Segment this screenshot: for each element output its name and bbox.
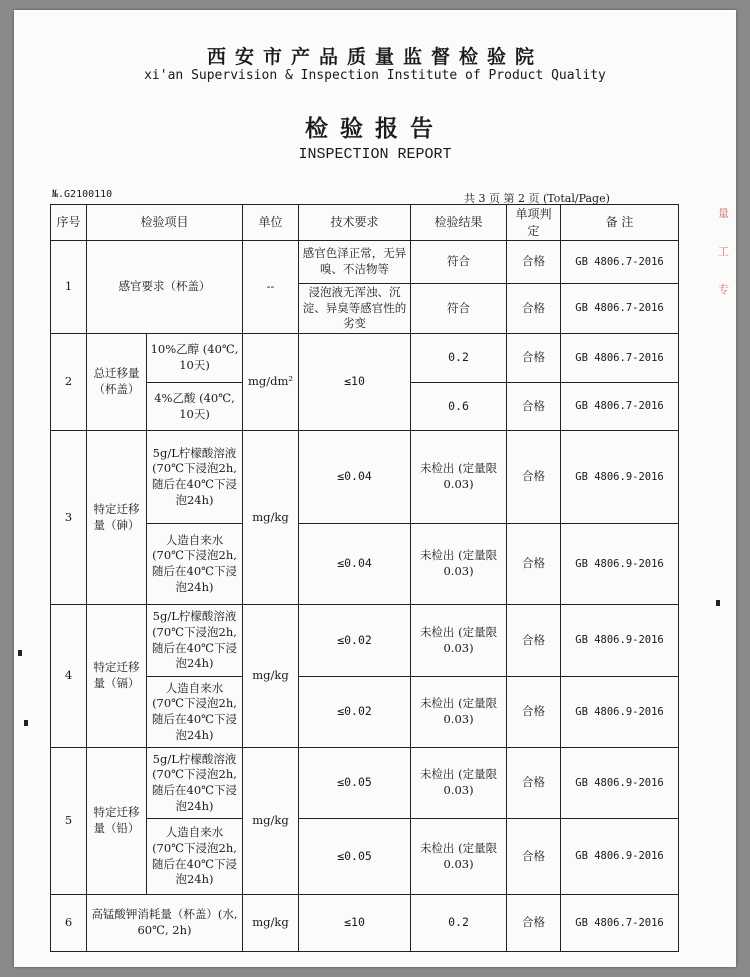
row-result: 未检出 (定量限0.03) xyxy=(411,431,507,524)
header-requirement: 技术要求 xyxy=(299,205,411,241)
report-number: №.G2100110 xyxy=(52,189,113,200)
row-note: GB 4806.9-2016 xyxy=(561,431,679,524)
row-requirement: ≤0.05 xyxy=(299,748,411,819)
row-condition: 5g/L柠檬酸溶液 (70℃下浸泡2h, 随后在40℃下浸泡24h) xyxy=(147,748,243,819)
row-result: 未检出 (定量限0.03) xyxy=(411,748,507,819)
row-result: 0.2 xyxy=(411,334,507,383)
header-no: 序号 xyxy=(51,205,87,241)
report-title-en: INSPECTION REPORT xyxy=(298,146,452,163)
row-judgement: 合格 xyxy=(507,895,561,952)
row-unit: mg/kg xyxy=(243,895,299,952)
institute-name-en: xi'an Supervision & Inspection Institute of Product Quality xyxy=(144,68,606,83)
row-item: 特定迁移量（铅） xyxy=(87,748,147,895)
row-note: GB 4806.7-2016 xyxy=(561,284,679,334)
row-judgement: 合格 xyxy=(507,334,561,383)
row-unit: mg/dm² xyxy=(243,334,299,431)
row-unit: mg/kg xyxy=(243,748,299,895)
table-row xyxy=(51,748,679,819)
report-title-cn: 检验报告 xyxy=(305,115,445,142)
row-unit: -- xyxy=(243,241,299,334)
table-header-row xyxy=(51,205,679,241)
row-note: GB 4806.9-2016 xyxy=(561,748,679,819)
row-judgement: 合格 xyxy=(507,748,561,819)
row-number: 1 xyxy=(51,241,87,334)
row-note: GB 4806.9-2016 xyxy=(561,605,679,677)
row-judgement: 合格 xyxy=(507,431,561,524)
row-number: 5 xyxy=(51,748,87,895)
table-row xyxy=(51,431,679,524)
row-note: GB 4806.7-2016 xyxy=(561,383,679,431)
row-condition: 人造自来水 (70℃下浸泡2h, 随后在40℃下浸泡24h) xyxy=(147,819,243,895)
table-row xyxy=(51,605,679,677)
row-judgement: 合格 xyxy=(507,524,561,605)
row-condition: 5g/L柠檬酸溶液 (70℃下浸泡2h, 随后在40℃下浸泡24h) xyxy=(147,431,243,524)
row-result: 未检出 (定量限0.03) xyxy=(411,605,507,677)
row-note: GB 4806.7-2016 xyxy=(561,241,679,284)
row-condition: 4%乙酸 (40℃, 10天) xyxy=(147,383,243,431)
inspection-table xyxy=(50,204,679,952)
row-judgement: 合格 xyxy=(507,284,561,334)
row-note: GB 4806.7-2016 xyxy=(561,334,679,383)
row-note: GB 4806.9-2016 xyxy=(561,524,679,605)
row-condition: 5g/L柠檬酸溶液 (70℃下浸泡2h, 随后在40℃下浸泡24h) xyxy=(147,605,243,677)
row-result: 符合 xyxy=(411,284,507,334)
row-result: 未检出 (定量限0.03) xyxy=(411,677,507,748)
row-requirement: ≤0.02 xyxy=(299,677,411,748)
row-requirement: ≤0.04 xyxy=(299,524,411,605)
row-result: 未检出 (定量限0.03) xyxy=(411,819,507,895)
header-judgement: 单项判定 xyxy=(507,205,561,241)
row-judgement: 合格 xyxy=(507,605,561,677)
row-requirement: ≤0.05 xyxy=(299,819,411,895)
margin-mark xyxy=(716,600,720,606)
table-row xyxy=(51,334,679,383)
row-condition: 10%乙醇 (40℃, 10天) xyxy=(147,334,243,383)
side-seal-fragment: 量 工 专 xyxy=(718,207,729,296)
row-result: 未检出 (定量限0.03) xyxy=(411,524,507,605)
row-condition: 人造自来水 (70℃下浸泡2h, 随后在40℃下浸泡24h) xyxy=(147,677,243,748)
row-number: 2 xyxy=(51,334,87,431)
row-requirement: ≤0.02 xyxy=(299,605,411,677)
row-judgement: 合格 xyxy=(507,383,561,431)
row-item: 感官要求（杯盖） xyxy=(87,241,243,334)
row-note: GB 4806.9-2016 xyxy=(561,677,679,748)
header-result: 检验结果 xyxy=(411,205,507,241)
header-note: 备 注 xyxy=(561,205,679,241)
margin-mark xyxy=(24,720,28,726)
row-requirement: 浸泡液无浑浊、沉淀、异臭等感官性的劣变 xyxy=(299,284,411,334)
row-unit: mg/kg xyxy=(243,605,299,748)
row-item: 特定迁移量（砷） xyxy=(87,431,147,605)
header-unit: 单位 xyxy=(243,205,299,241)
row-judgement: 合格 xyxy=(507,677,561,748)
row-judgement: 合格 xyxy=(507,241,561,284)
institute-name-cn: 西安市产品质量监督检验院 xyxy=(206,46,543,68)
margin-mark xyxy=(18,650,22,656)
row-judgement: 合格 xyxy=(507,819,561,895)
row-unit: mg/kg xyxy=(243,431,299,605)
row-result: 符合 xyxy=(411,241,507,284)
header-item: 检验项目 xyxy=(87,205,243,241)
row-requirement: ≤10 xyxy=(299,895,411,952)
row-item: 高锰酸钾消耗量（杯盖）(水, 60℃, 2h) xyxy=(87,895,243,952)
row-requirement: ≤10 xyxy=(299,334,411,431)
row-condition: 人造自来水 (70℃下浸泡2h, 随后在40℃下浸泡24h) xyxy=(147,524,243,605)
row-result: 0.6 xyxy=(411,383,507,431)
table-row xyxy=(51,241,679,284)
row-number: 3 xyxy=(51,431,87,605)
row-number: 6 xyxy=(51,895,87,952)
report-page xyxy=(14,10,736,967)
row-item: 特定迁移量（镉） xyxy=(87,605,147,748)
row-item: 总迁移量（杯盖） xyxy=(87,334,147,431)
row-note: GB 4806.7-2016 xyxy=(561,895,679,952)
table-row xyxy=(51,895,679,952)
row-requirement: ≤0.04 xyxy=(299,431,411,524)
row-requirement: 感官色泽正常，无异嗅、不洁物等 xyxy=(299,241,411,284)
row-note: GB 4806.9-2016 xyxy=(561,819,679,895)
row-result: 0.2 xyxy=(411,895,507,952)
page-info: 共 3 页 第 2 页 (Total/Page) xyxy=(464,192,610,205)
row-number: 4 xyxy=(51,605,87,748)
